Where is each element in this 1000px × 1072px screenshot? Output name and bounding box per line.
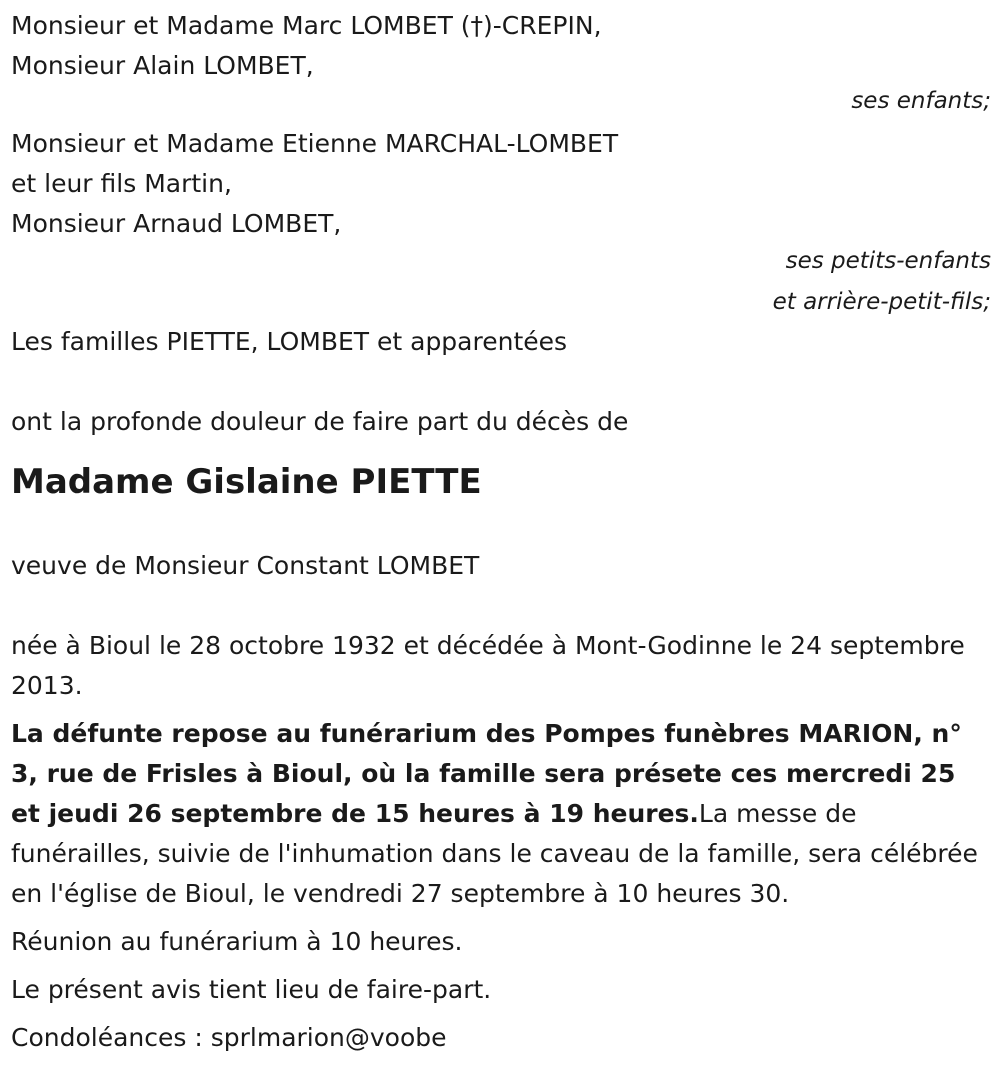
notice-paragraph: Le présent avis tient lieu de faire-part.: [11, 975, 492, 1004]
announcement-line: ont la profonde douleur de faire part du décès de: [11, 407, 629, 436]
children-role: ses enfants;: [851, 88, 991, 114]
grandchildren-role-2: et arrière-petit-fils;: [772, 289, 991, 315]
funeral-bold-text: La défunte repose au funérarium des Pompes funèbres MARION, n° 3, rue de Frisles à Bioul, où la famille sera présete ces mercredi 25 et jeudi 26 septembre de 15 heures à 19 heures.: [11, 719, 962, 828]
meeting-paragraph: Réunion au funérarium à 10 heures.: [11, 927, 463, 956]
obituary-notice: [11, 6, 991, 1058]
birth-death-paragraph: née à Bioul le 28 octobre 1932 et décédée à Mont-Godinne le 24 septembre 2013.: [11, 631, 965, 700]
child-line-2: Monsieur Alain LOMBET,: [11, 51, 314, 80]
funeral-paragraph: [11, 714, 991, 914]
grandchildren-role-1: ses petits-enfants: [785, 248, 991, 274]
condolences-line: Condoléances : sprlmarion@voobe: [11, 1023, 447, 1052]
funeral-normal-text: La messe de funérailles, suivie de l'inhumation dans le caveau de la famille, sera célébrée en l'église de Bioul, le vendredi 27 septembre à 10 heures 30.: [11, 799, 978, 908]
deceased-name: Madame Gislaine PIETTE: [11, 462, 482, 502]
grandchild-line-3: Monsieur Arnaud LOMBET,: [11, 209, 342, 238]
child-line-1: Monsieur et Madame Marc LOMBET (†)-CREPIN,: [11, 11, 602, 40]
relatives-line: Les familles PIETTE, LOMBET et apparentées: [11, 327, 568, 356]
widow-line: veuve de Monsieur Constant LOMBET: [11, 551, 480, 580]
grandchild-line-2: et leur fils Martin,: [11, 169, 232, 198]
grandchild-line-1: Monsieur et Madame Etienne MARCHAL-LOMBET: [11, 129, 619, 158]
